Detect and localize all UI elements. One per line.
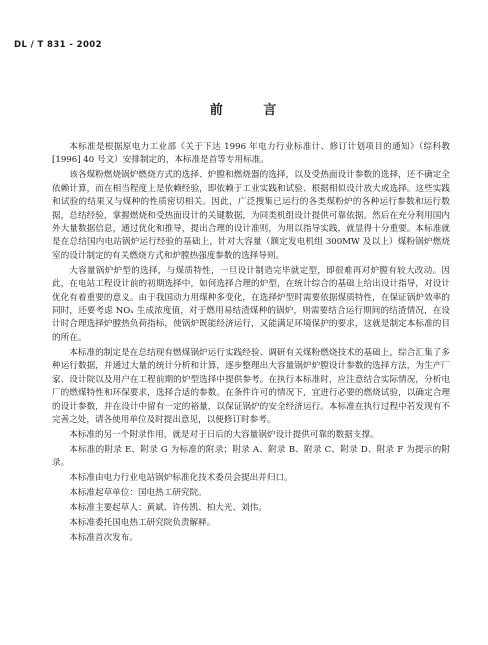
paragraph: 该各煤粉燃烧锅炉燃烧方式的选择、炉膛和燃烧器的选择，以及受热面设计参数的选择，还不确定全依赖计算，而在相当程度上是依赖经验，即依赖于工业实践和试验、根据相似设计放大或选择。这些实践和试验的结果又与煤种的性质密切相关。因此，广泛搜集已运行的各类煤粉炉的各种运行参数和运行数据，总结经验，掌握燃烧和受热面设计的关键数据，为同类机组设计提供可靠依据。然后在充分利用国内外大量数据信息，通过优化和推导，提出合理的设计准则，为用以指导实践，就显得十分重要。本标准就是在总结国内电站锅炉运行经验的基础上，针对大容量（额定发电机组 300MW 及以上）煤粉锅炉燃烧室的设计制定的有关燃烧方式和炉膛热强度参数的选择导则。 — [52, 170, 450, 261]
paragraph: 本标准首次发布。 — [69, 533, 138, 544]
paragraph: 本标准起草单位：国电热工研究院。 — [69, 488, 207, 499]
standard-code-header: DL / T 831 - 2002 — [14, 40, 102, 50]
paragraph: 本标准的附录 E、附录 G 为标准的附录；附录 A、附录 B、附录 C、附录 D、附录 F 为提示的附录。 — [52, 444, 450, 469]
paragraph: 本标准的另一个附录作用，就是对于日后的大容量锅炉设计提供可靠的数据支撑。 — [69, 429, 379, 440]
page-title: 前 言 — [209, 103, 279, 118]
foreword-body — [52, 141, 450, 547]
paragraph: 本标准是根据原电力工业部《关于下达 1996 年电力行业标准计、修订计划项目的通知》（综科教[1996] 40 号文）安排制定的，本标准是首等专用标准。 — [52, 142, 450, 166]
paragraph: 本标准主要起草人：黄斌、许传凯、柏大光、刘伟。 — [69, 503, 267, 514]
paragraph: 本标准由电力行业电站锅炉标准化技术委员会提出并归口。 — [69, 473, 293, 484]
paragraph: 本标准委托国电热工研究院负责解释。 — [69, 518, 216, 529]
paragraph: 本标准的制定是在总结现有燃煤锅炉运行实践经验、调研有关煤粉燃烧技术的基础上，综合汇集了多种运行数据，并通过大量的统计分析和计算，逐步整理出大容量锅炉炉膛设计参数的选择方法，为生产厂家、设计院以及用户在工程前期的炉型选择中提供参考。在执行本标准时，应注意结合实际情况，分析电厂的燃煤特性和环保要求，选择合适的参数。在条件许可的情况下，宜进行必要的燃烧试验，以确定合理的设计参数，并在设计中留有一定的裕量，以保证锅炉的安全经济运行。本标准在执行过程中若发现有不完善之处，请各使用单位及时提出意见，以便修订时参考。 — [52, 347, 450, 425]
paragraph: 大容量锅炉炉型的选择，与煤质特性，一旦设计制造完毕就定型，即很难再对炉膛有较大改动。因此，在电站工程设计前的初期选择中，如何选择合理的炉型，在统计综合的基础上给出设计指导，对设计优化有着重要的意义。由于我国动力用煤种多变化，在选择炉型时需要依据煤质特性，在保证锅炉效率的同时，还要考虑 NOₓ 生成浓度值，对于燃用易结渣煤种的锅炉，则需要结合运行期间的结渣情况，在设计时合理选择炉膛热负荷指标，使锅炉既能经济运行，又能满足环境保护的要求，这就是制定本标准的目的所在。 — [52, 265, 450, 343]
